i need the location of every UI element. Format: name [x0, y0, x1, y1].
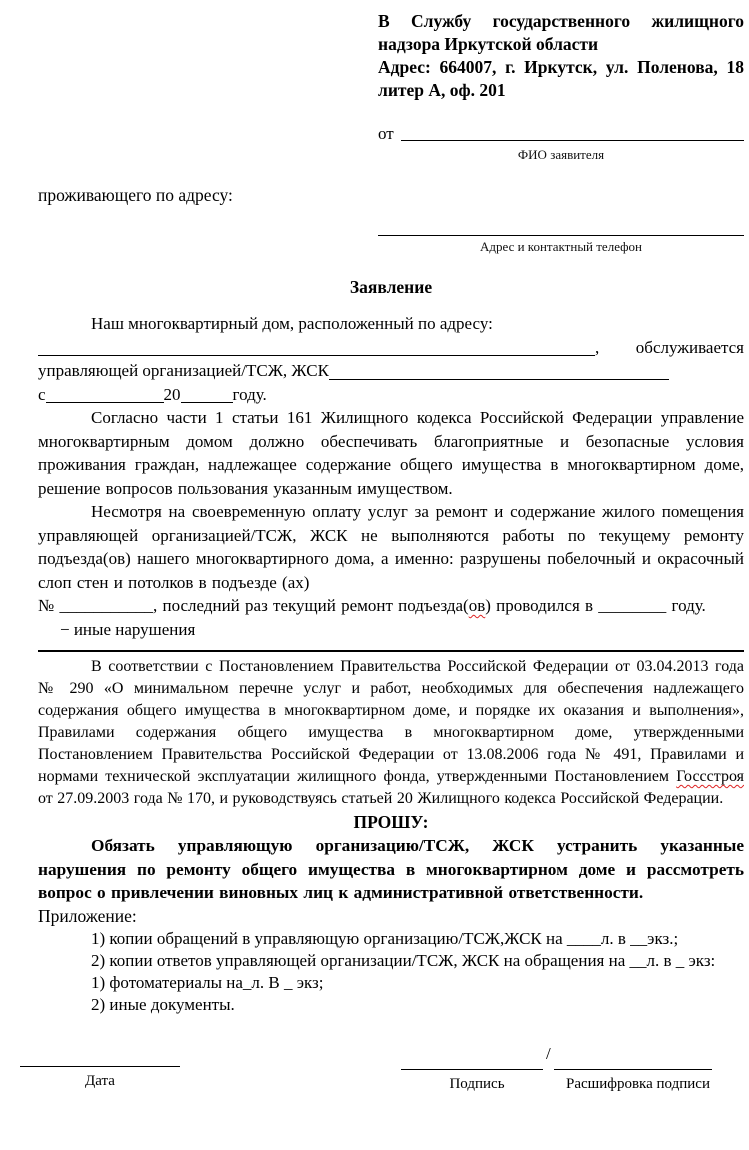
- misspelled-word: ов: [468, 596, 486, 615]
- law-paragraph: Согласно части 1 статьи 161 Жилищного кодекса Российской Федерации управление многоквартирным домом должно обеспечивать благоприятные и безопасные условия проживания граждан, надлежащее содержание общего имущества в многоквартирном доме, решение вопросов пользования указанным имуществом.: [38, 408, 744, 498]
- complaint-text-3: ) проводился в ________ году.: [485, 596, 706, 615]
- attachments-label: Приложение:: [38, 905, 137, 926]
- dash-indent: [38, 618, 60, 642]
- year-suffix: году.: [232, 384, 267, 404]
- date-line: [20, 1050, 180, 1067]
- date-label: Дата: [85, 1073, 115, 1089]
- transcript-line: [554, 1053, 712, 1070]
- misspelled-word-gosstroy: Госсстроя: [676, 768, 744, 785]
- address-line-1-text: Наш многоквартирный дом, расположенный по адресу:: [91, 314, 493, 333]
- managing-org-blank: [329, 359, 669, 380]
- signature-footer: [0, 1044, 749, 1093]
- address-line-2: [38, 336, 744, 360]
- signature-lines: [401, 1044, 743, 1070]
- year-prefix: 20: [163, 384, 181, 404]
- slash-separator: /: [546, 1044, 551, 1063]
- since-label: с: [38, 384, 46, 404]
- complaint-paragraph: [38, 500, 744, 618]
- address-line-1: [38, 312, 744, 336]
- complaint-text-2: № ___________, последний раз текущий ремонт подъезда(: [38, 596, 469, 615]
- signature-labels: [401, 1076, 743, 1093]
- house-address-blank-2: [38, 336, 595, 357]
- request-heading: ПРОШУ:: [353, 812, 429, 832]
- address-caption: Адрес и контактный телефон: [479, 239, 643, 254]
- regulations-text-1: В соответствии с Постановлением Правительства Российской Федерации от 03.04.2013 года № 290 «О минимальном перечне услуг и работ, необходимых для обеспечения надлежащего содержания общего имущества в многоквартирном доме, и порядке их оказания и выполнения», Правилами содержания общего имущества в многоквартирном доме, утвержденными Постановлением Правительства Российской Федерации от 13.08.2006 года № 491, Правилами и нормами технической эксплуатации жилищного фонда, утвержденными Постановлением: [38, 658, 744, 785]
- recipient-authority: В Службу государственного жилищного надзора Иркутской области: [378, 11, 744, 54]
- attachment-item: 1) фотоматериалы на_л. В _ экз;: [91, 973, 324, 992]
- attachment-item: 2) копии ответов управляющей организации/ТСЖ, ЖСК на обращения на __л. в _ экз:: [91, 951, 716, 970]
- applicant-address-blank: [378, 211, 744, 236]
- signature-group: [401, 1044, 743, 1093]
- managing-org-text: управляющей организацией/ТСЖ, ЖСК: [38, 361, 329, 380]
- paragraph-indent: [38, 312, 91, 336]
- other-violations-label: − иные нарушения: [60, 619, 196, 639]
- residing-label: проживающего по адресу:: [38, 185, 233, 205]
- date-group: [20, 1050, 180, 1093]
- address-line-3: [38, 359, 744, 383]
- recipient-block: [378, 10, 744, 102]
- regulations-paragraph: [38, 656, 744, 810]
- request-paragraph: Обязать управляющую организацию/ТСЖ, ЖСК устранить указанные нарушения по ремонту общего имущества в многоквартирном доме и рассмотреть вопрос о привлечении виновных лиц к административной ответственности.: [38, 836, 744, 902]
- year-blank: [181, 383, 233, 404]
- section-divider: [38, 650, 744, 652]
- regulations-text-2: от 27.09.2003 года № 170, и руководствуясь статьей 20 Жилищного кодекса Российской Федерации.: [38, 790, 724, 807]
- from-label: от: [378, 124, 394, 143]
- address-line-2-comma: ,: [595, 337, 600, 357]
- attachment-item: 1) копии обращений в управляющую организацию/ТСЖ,ЖСК на ____л. в __экз.;: [91, 929, 679, 948]
- transcript-label: Расшифровка подписи: [566, 1076, 710, 1092]
- from-row: [378, 124, 744, 144]
- attachment-item: 2) иные документы.: [91, 995, 235, 1014]
- signature-line: [401, 1053, 543, 1070]
- applicant-name-blank: [401, 124, 744, 141]
- complaint-text-1: Несмотря на своевременную оплату услуг за ремонт и содержание жилого помещения управляющей организацией/ТСЖ, ЖСК не выполняются работы по текущему ремонту подъезда(ов) нашего многоквартирного дома, а именно: разрушены побелочный и окрасочный слоп стен и потолков в подъезде (ах): [38, 502, 744, 592]
- recipient-address: Адрес: 664007, г. Иркутск, ул. Поленова, 18 литер А, оф. 201: [378, 57, 744, 100]
- since-date-blank: [46, 383, 164, 404]
- justify-gap: [599, 336, 636, 360]
- fio-caption: ФИО заявителя: [517, 147, 605, 162]
- document-title: Заявление: [349, 277, 433, 297]
- signature-label: Подпись: [449, 1076, 505, 1092]
- address-line-2-text: обслуживается: [635, 337, 744, 357]
- other-violations-row: [38, 618, 744, 642]
- address-line-4: [38, 383, 744, 407]
